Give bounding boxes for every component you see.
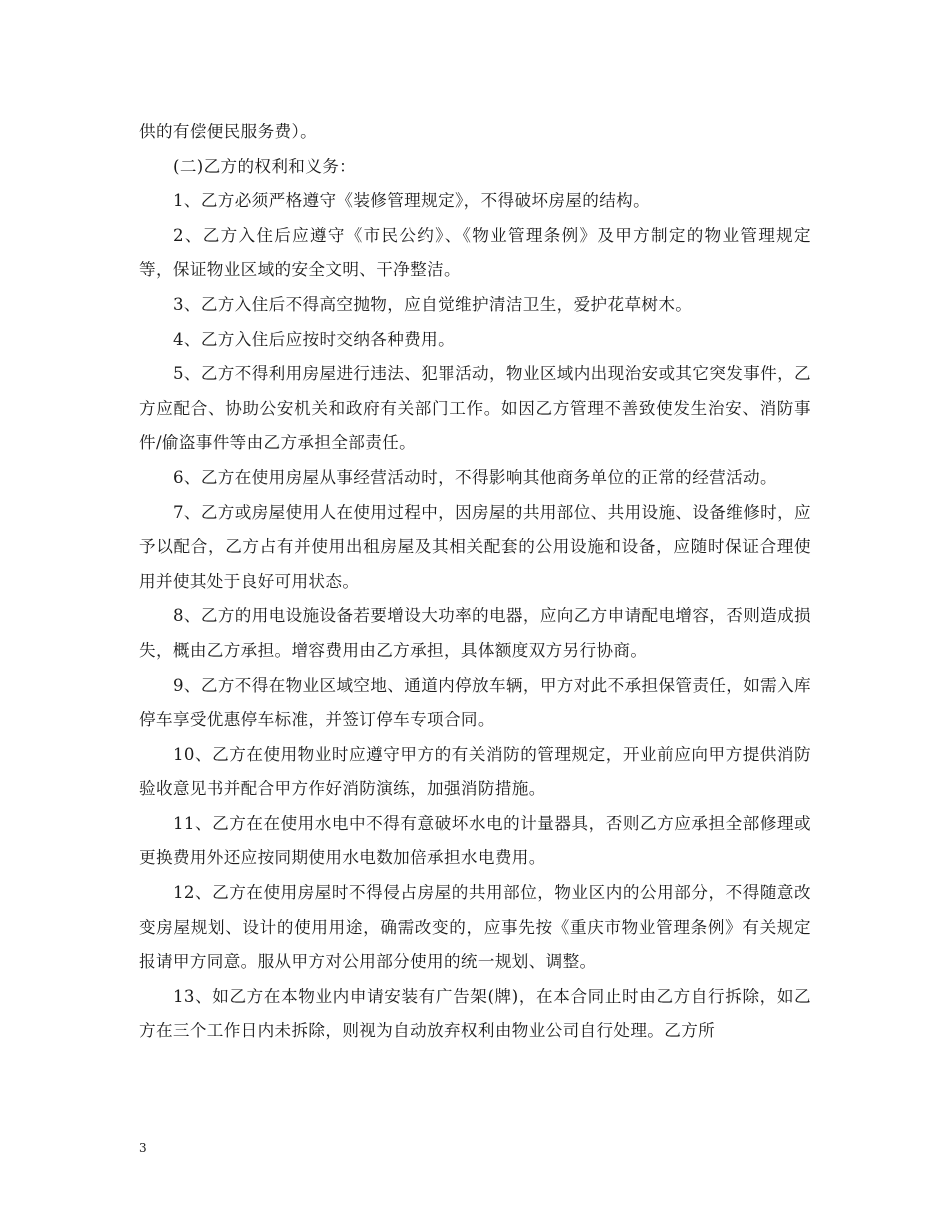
clause-9: 9、乙方不得在物业区域空地、通道内停放车辆，甲方对此不承担保管责任，如需入库停车享受优惠停车标准，并签订停车专项合同。 xyxy=(139,675,811,730)
clause-3: 3、乙方入住后不得高空抛物，应自觉维护清洁卫生，爱护花草树木。 xyxy=(173,294,693,314)
page-number: 3 xyxy=(139,1141,147,1155)
clause-6: 6、乙方在使用房屋从事经营活动时，不得影响其他商务单位的正常的经营活动。 xyxy=(173,467,777,487)
clause-1: 1、乙方必须严格遵守《装修管理规定》，不得破坏房屋的结构。 xyxy=(173,191,651,211)
clause-10: 10、乙方在使用物业时应遵守甲方的有关消防的管理规定，开业前应向甲方提供消防验收意见书并配合甲方作好消防演练，加强消防措施。 xyxy=(139,744,811,799)
paragraph-continuation: 供的有偿便民服务费）。 xyxy=(139,122,318,141)
clause-13: 13、如乙方在本物业内申请安装有广告架(牌)，在本合同止时由乙方自行拆除，如乙方在三个工作日内未拆除，则视为自动放弃权利由物业公司自行处理。乙方所 xyxy=(139,986,811,1041)
clause-8: 8、乙方的用电设施设备若要增设大功率的电器，应向乙方申请配电增容，否则造成损失，概由乙方承担。增容费用由乙方承担，具体额度双方另行协商。 xyxy=(139,606,811,660)
clause-11: 11、乙方在在使用水电中不得有意破坏水电的计量器具，否则乙方应承担全部修理或更换费用外还应按同期使用水电数加倍承担水电费用。 xyxy=(139,813,811,868)
document-body xyxy=(139,115,811,1049)
clause-2: 2、乙方入住后应遵守《市民公约》、《物业管理条例》及甲方制定的物业管理规定等，保证物业区域的安全文明、干净整洁。 xyxy=(139,225,811,280)
clause-4: 4、乙方入住后应按时交纳各种费用。 xyxy=(173,329,456,349)
clause-5: 5、乙方不得利用房屋进行违法、犯罪活动，物业区域内出现治安或其它突发事件，乙方应配合、协助公安机关和政府有关部门工作。如因乙方管理不善致使发生治安、消防事件/偷盗事件等由乙方承担全部责任。 xyxy=(139,364,811,453)
clause-7: 7、乙方或房屋使用人在使用过程中，因房屋的共用部位、共用设施、设备维修时，应予以配合，乙方占有并使用出租房屋及其相关配套的公用设施和设备，应随时保证合理使用并使其处于良好可用状态。 xyxy=(139,502,811,591)
section-heading: (二)乙方的权利和义务： xyxy=(173,156,357,176)
clause-12: 12、乙方在使用房屋时不得侵占房屋的共用部位，物业区内的公用部分，不得随意改变房屋规划、设计的使用用途，确需改变的，应事先按《重庆市物业管理条例》有关规定报请甲方同意。服从甲方对公用部分使用的统一规划、调整。 xyxy=(139,883,811,972)
